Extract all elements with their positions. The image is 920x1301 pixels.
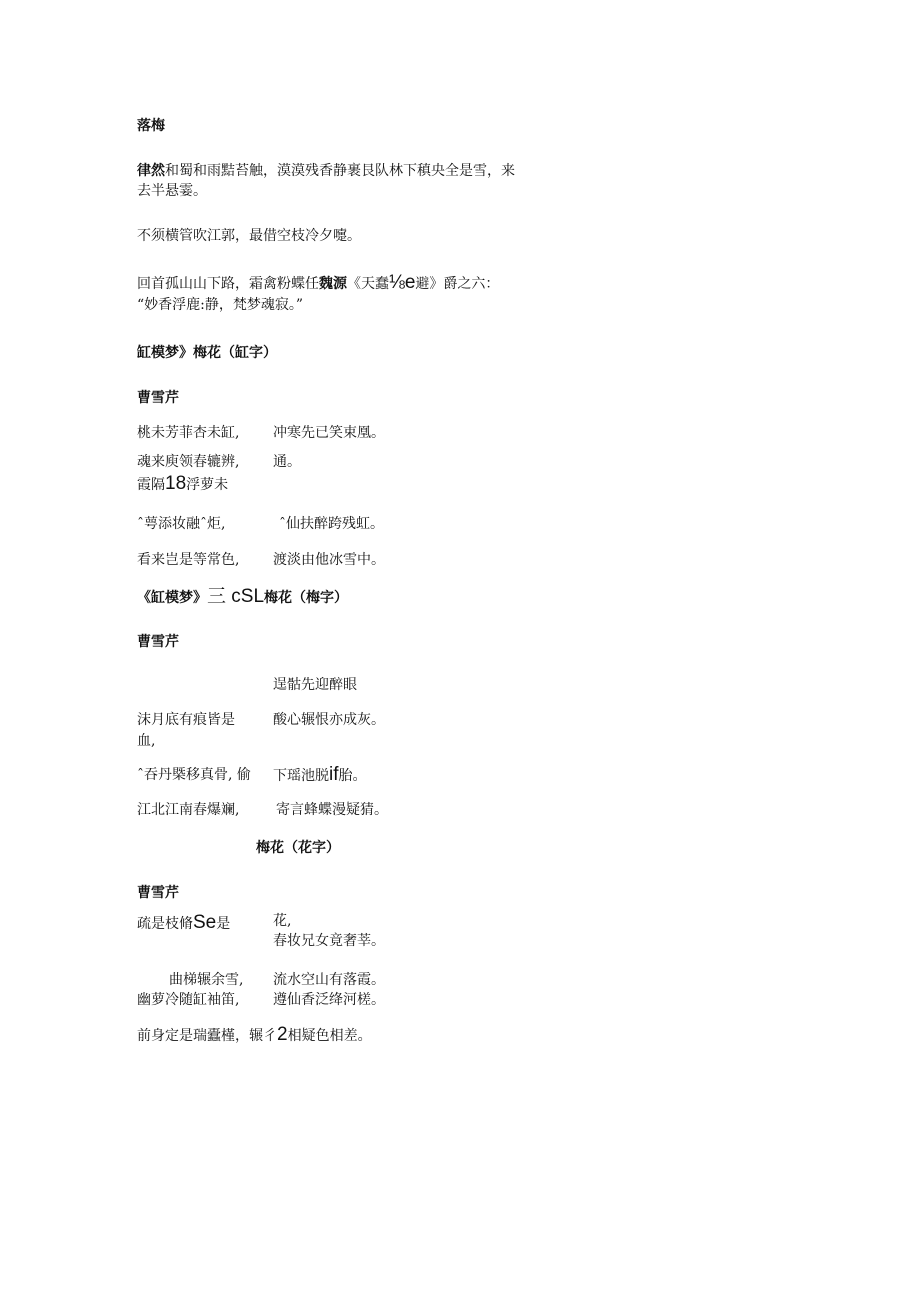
poem-line-text: 和蜀和雨黠苔触，漠漠残香静裹艮队林下稹央全是雪，来 xyxy=(165,163,515,179)
poem-line-glyph: 2 xyxy=(277,1024,288,1045)
poem-line-lead: 律然 xyxy=(137,163,165,179)
poem-line xyxy=(137,1025,372,1046)
poem-line-right: 酸心辗恨亦成灰。 xyxy=(273,712,385,728)
poem-title-gang: 缸模梦》梅花（缸字） xyxy=(137,345,277,361)
poem-line-glyph: ⅛e xyxy=(389,272,416,293)
poem-line-right: 流水空山有落霞。 xyxy=(273,972,385,988)
poem-title-text: 梅花（梅字） xyxy=(264,590,349,606)
poem-line-right: 渡淡由他冰雪中。 xyxy=(273,552,385,568)
poem-author: 曹雪芹 xyxy=(137,885,179,901)
poem-line-left: 幽萝冷随缸袖笛, xyxy=(137,992,240,1008)
poem-line: “妙香浮鹿:静，梵梦魂寂。” xyxy=(137,297,304,313)
poem-line-text: 《天蠢 xyxy=(347,276,389,292)
poem-line-text: 疏是枝脩 xyxy=(137,916,193,932)
poem-line-left xyxy=(137,474,228,495)
poem-line-text: 霞隔 xyxy=(137,477,165,493)
poem-title-hua: 梅花（花字） xyxy=(256,840,340,856)
poem-line-right: 春妆兄女竟奢莘。 xyxy=(273,933,385,949)
poem-line-text: 是 xyxy=(216,916,231,932)
poem-line-left xyxy=(137,913,230,934)
poem-line-glyph: 18 xyxy=(165,473,187,494)
poem-line xyxy=(137,273,499,294)
poem-line-right: 花, xyxy=(273,913,292,929)
poem-line-left: 江北江南春爆斓, xyxy=(137,802,240,818)
poem-line: 去半悬霎。 xyxy=(137,183,207,199)
poem-line-left: 沫月底有痕皆是 xyxy=(137,712,235,728)
poem-line: 不须横管吹江郭，最借空枝冷夕嚏。 xyxy=(137,228,361,244)
poem-line-text: 前身定是瑞蠹槿，辗彳 xyxy=(137,1028,277,1044)
poem-line-left: 桃未芳菲杏未缸, xyxy=(137,425,240,441)
poem-line-text: 回首孤山山下路，霜禽粉蝶任 xyxy=(137,276,319,292)
poem-line-left: ˆ吞丹槩移真骨, 偷 xyxy=(137,767,251,783)
poem-line-glyph: if xyxy=(329,764,339,785)
poem-line-right: 逞骷先迎醉眼 xyxy=(273,677,357,693)
poem-line-left: 看来岂是等常色, xyxy=(137,552,240,568)
poem-title-glyph: 三 cSL xyxy=(207,586,265,607)
poem-line-text: 浮萝未 xyxy=(186,477,229,493)
poem-line-right xyxy=(273,765,367,786)
poem-author: 曹雪芹 xyxy=(137,390,179,406)
poem-line-text: 避》爵之六： xyxy=(415,276,500,292)
poem-line-right: 遵仙香泛绛河槎。 xyxy=(273,992,385,1008)
poem-line-right: 冲寒先已笑束凰。 xyxy=(273,425,385,441)
poem-title-text: 《缸模梦》 xyxy=(137,590,207,606)
poem-line-left: 曲梯辗余雪, xyxy=(169,972,244,988)
poem-line-right: ˆ仙扶醉跨残虹。 xyxy=(279,516,384,532)
poem-line-left: 魂来庾领春辘辨, xyxy=(137,454,240,470)
poem-line-text: 胎。 xyxy=(338,768,367,784)
poem-line xyxy=(137,161,515,181)
poem-line-glyph: Se xyxy=(193,912,217,933)
poem-line-left: ˆ萼添妆融ˆ炬, xyxy=(137,516,226,532)
poem-line-right: 寄言蜂蝶漫疑猜。 xyxy=(276,802,388,818)
poem-line-left: 血, xyxy=(137,733,156,749)
poem-line-text: 相疑色相差。 xyxy=(287,1028,372,1044)
poem-title-mei xyxy=(137,587,348,608)
poem-title-luomei: 落梅 xyxy=(137,118,165,134)
poem-author: 曹雪芹 xyxy=(137,634,179,650)
poem-line-text: 下瑶池脱 xyxy=(273,768,329,784)
poem-line-bold: 魏源 xyxy=(319,276,347,292)
poem-line-right: 通。 xyxy=(273,454,301,470)
